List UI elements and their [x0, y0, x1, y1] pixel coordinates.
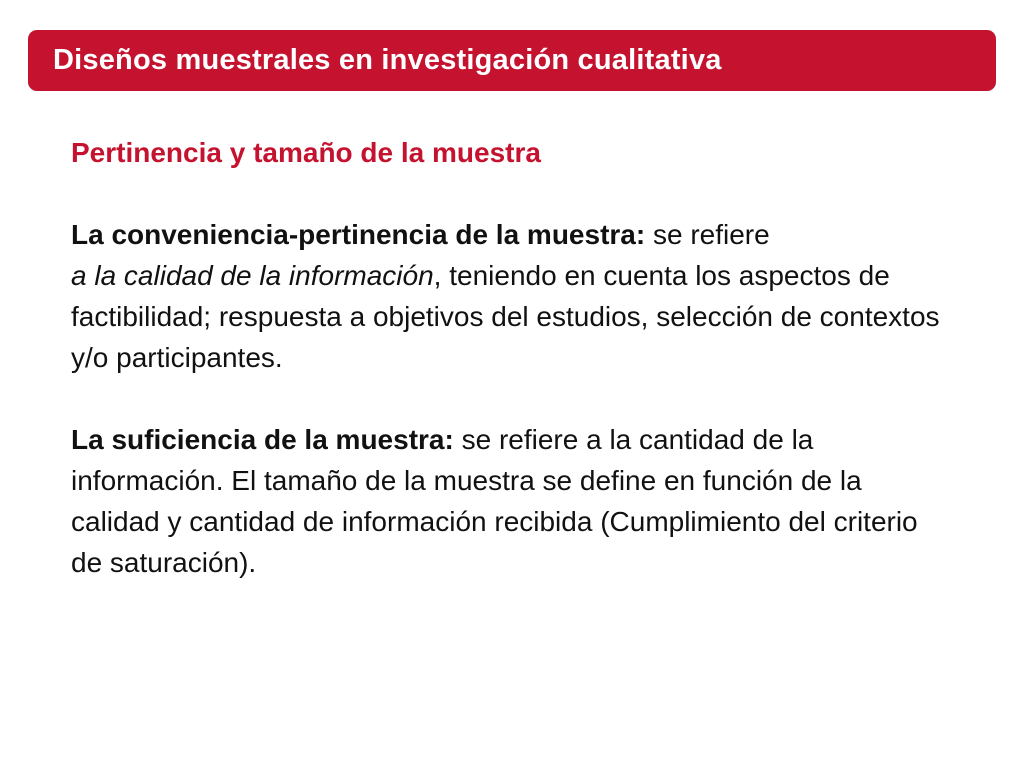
paragraph-pertinencia — [71, 214, 951, 378]
paragraph-suficiencia — [71, 419, 951, 583]
paragraph-pertinencia-text-a: se refiere — [645, 219, 770, 250]
title-bar — [28, 30, 996, 91]
term-pertinencia: La conveniencia-pertinencia de la muestra: — [71, 219, 646, 250]
paragraph-suficiencia-text: se refiere a la cantidad de la información. El tamaño de la muestra se define en función de la calidad y cantidad de información recibida (Cumplimiento del criterio de saturación). — [71, 424, 918, 578]
paragraph-pertinencia-emphasis: a la calidad de la información — [71, 260, 434, 291]
slide-content — [71, 132, 951, 583]
paragraph-pertinencia-text-b: , teniendo en cuenta los aspectos de factibilidad; respuesta a objetivos del estudios, selección de contextos y/o participantes. — [71, 260, 940, 373]
section-subheading: Pertinencia y tamaño de la muestra — [71, 137, 541, 168]
slide-title: Diseños muestrales en investigación cualitativa — [53, 44, 722, 76]
term-suficiencia: La suficiencia de la muestra: — [71, 424, 454, 455]
